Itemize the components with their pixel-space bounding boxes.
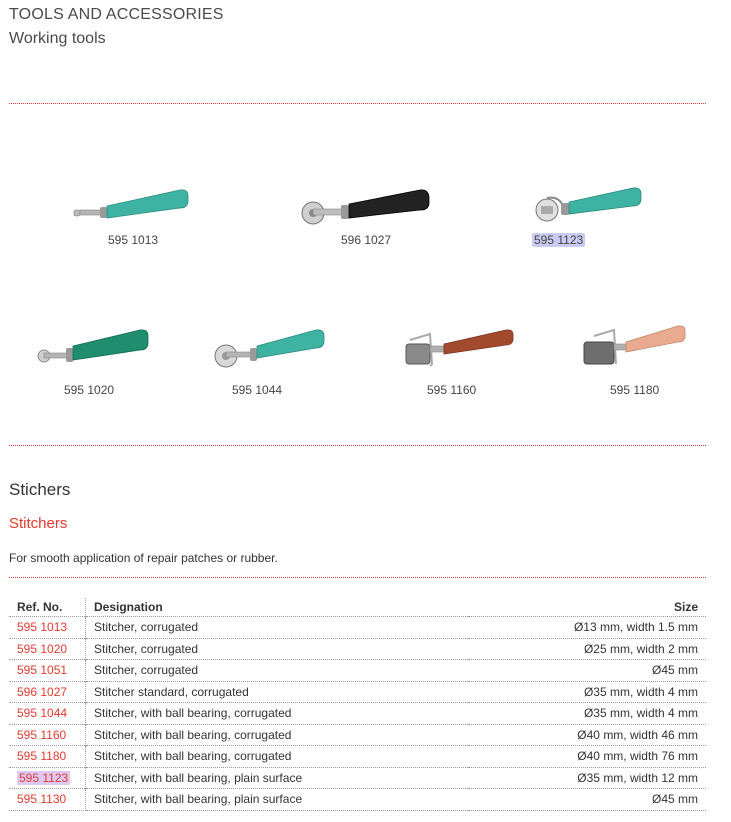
- divider: [9, 445, 706, 446]
- size: Ø40 mm, width 46 mm: [468, 724, 706, 746]
- size: Ø40 mm, width 76 mm: [468, 746, 706, 768]
- table-row: [9, 767, 706, 789]
- table-row: [9, 617, 706, 639]
- tool-code: 595 1013: [108, 233, 159, 247]
- ref-link[interactable]: 595 1044: [9, 703, 86, 725]
- tool-code: 595 1123: [534, 233, 584, 247]
- size: Ø35 mm, width 4 mm: [468, 681, 706, 703]
- table-row: [9, 681, 706, 703]
- tool-595-1044[interactable]: [210, 320, 335, 400]
- col-designation: Designation: [94, 600, 163, 614]
- table-row: [9, 724, 706, 746]
- stitchers-table: [9, 598, 706, 811]
- table-row: [9, 746, 706, 768]
- designation: Stitcher, with ball bearing, corrugated: [86, 703, 468, 725]
- ref-link[interactable]: 595 1160: [9, 724, 86, 746]
- ref-link[interactable]: 595 1013: [9, 617, 86, 639]
- page-title: TOOLS AND ACCESSORIES: [9, 6, 224, 23]
- stitcher-image: [210, 320, 335, 370]
- designation: Stitcher, with ball bearing, plain surface: [86, 767, 468, 789]
- tool-595-1180[interactable]: [580, 316, 690, 400]
- tool-595-1160[interactable]: [400, 318, 520, 400]
- designation: Stitcher standard, corrugated: [86, 681, 468, 703]
- size: Ø45 mm: [468, 660, 706, 682]
- ref-link[interactable]: 595 1130: [9, 789, 86, 811]
- ref-link[interactable]: 595 1051: [9, 660, 86, 682]
- designation: Stitcher, with ball bearing, corrugated: [86, 724, 468, 746]
- designation: Stitcher, with ball bearing, corrugated: [86, 746, 468, 768]
- page-subtitle: Working tools: [9, 30, 106, 47]
- size: Ø45 mm: [468, 789, 706, 811]
- tool-code: 595 1180: [610, 383, 660, 397]
- ref-link[interactable]: [9, 767, 86, 789]
- tool-code: 595 1044: [232, 383, 283, 397]
- stitcher-image: [525, 180, 650, 230]
- tool-596-1027[interactable]: [295, 180, 440, 250]
- section-description: For smooth application of repair patches or rubber.: [9, 551, 278, 565]
- stitcher-image: [580, 316, 690, 372]
- stitcher-image: [60, 180, 200, 230]
- section-title: Stichers: [9, 480, 71, 499]
- table-row: [9, 703, 706, 725]
- stitcher-image: [400, 318, 520, 372]
- ref-link[interactable]: 595 1180: [9, 746, 86, 768]
- ref-link[interactable]: 595 1020: [9, 638, 86, 660]
- size: Ø25 mm, width 2 mm: [468, 638, 706, 660]
- designation: Stitcher, corrugated: [86, 638, 468, 660]
- ref-link[interactable]: 596 1027: [9, 681, 86, 703]
- divider: [9, 577, 706, 578]
- tool-595-1013[interactable]: [60, 180, 200, 250]
- divider: [9, 103, 706, 104]
- size: Ø35 mm, width 12 mm: [468, 767, 706, 789]
- ref-highlight: 595 1123: [19, 770, 69, 785]
- table-header-row: [9, 598, 706, 617]
- table-row: [9, 638, 706, 660]
- designation: Stitcher, corrugated: [86, 660, 468, 682]
- table-row: [9, 660, 706, 682]
- designation: Stitcher, corrugated: [86, 617, 468, 639]
- stitcher-image: [30, 320, 160, 370]
- col-ref: Ref. No.: [9, 598, 86, 617]
- tool-595-1020[interactable]: [30, 320, 160, 400]
- stitcher-image: [295, 180, 440, 230]
- section-subtitle: Stitchers: [9, 515, 68, 532]
- col-size: Size: [673, 600, 698, 614]
- tool-code: 595 1020: [64, 383, 115, 397]
- tool-595-1123[interactable]: [525, 180, 650, 250]
- designation: Stitcher, with ball bearing, plain surface: [86, 789, 468, 811]
- size: Ø35 mm, width 4 mm: [468, 703, 706, 725]
- tool-code: 596 1027: [341, 233, 392, 247]
- size: Ø13 mm, width 1.5 mm: [468, 617, 706, 639]
- table-row: [9, 789, 706, 811]
- tool-code: 595 1160: [427, 383, 477, 397]
